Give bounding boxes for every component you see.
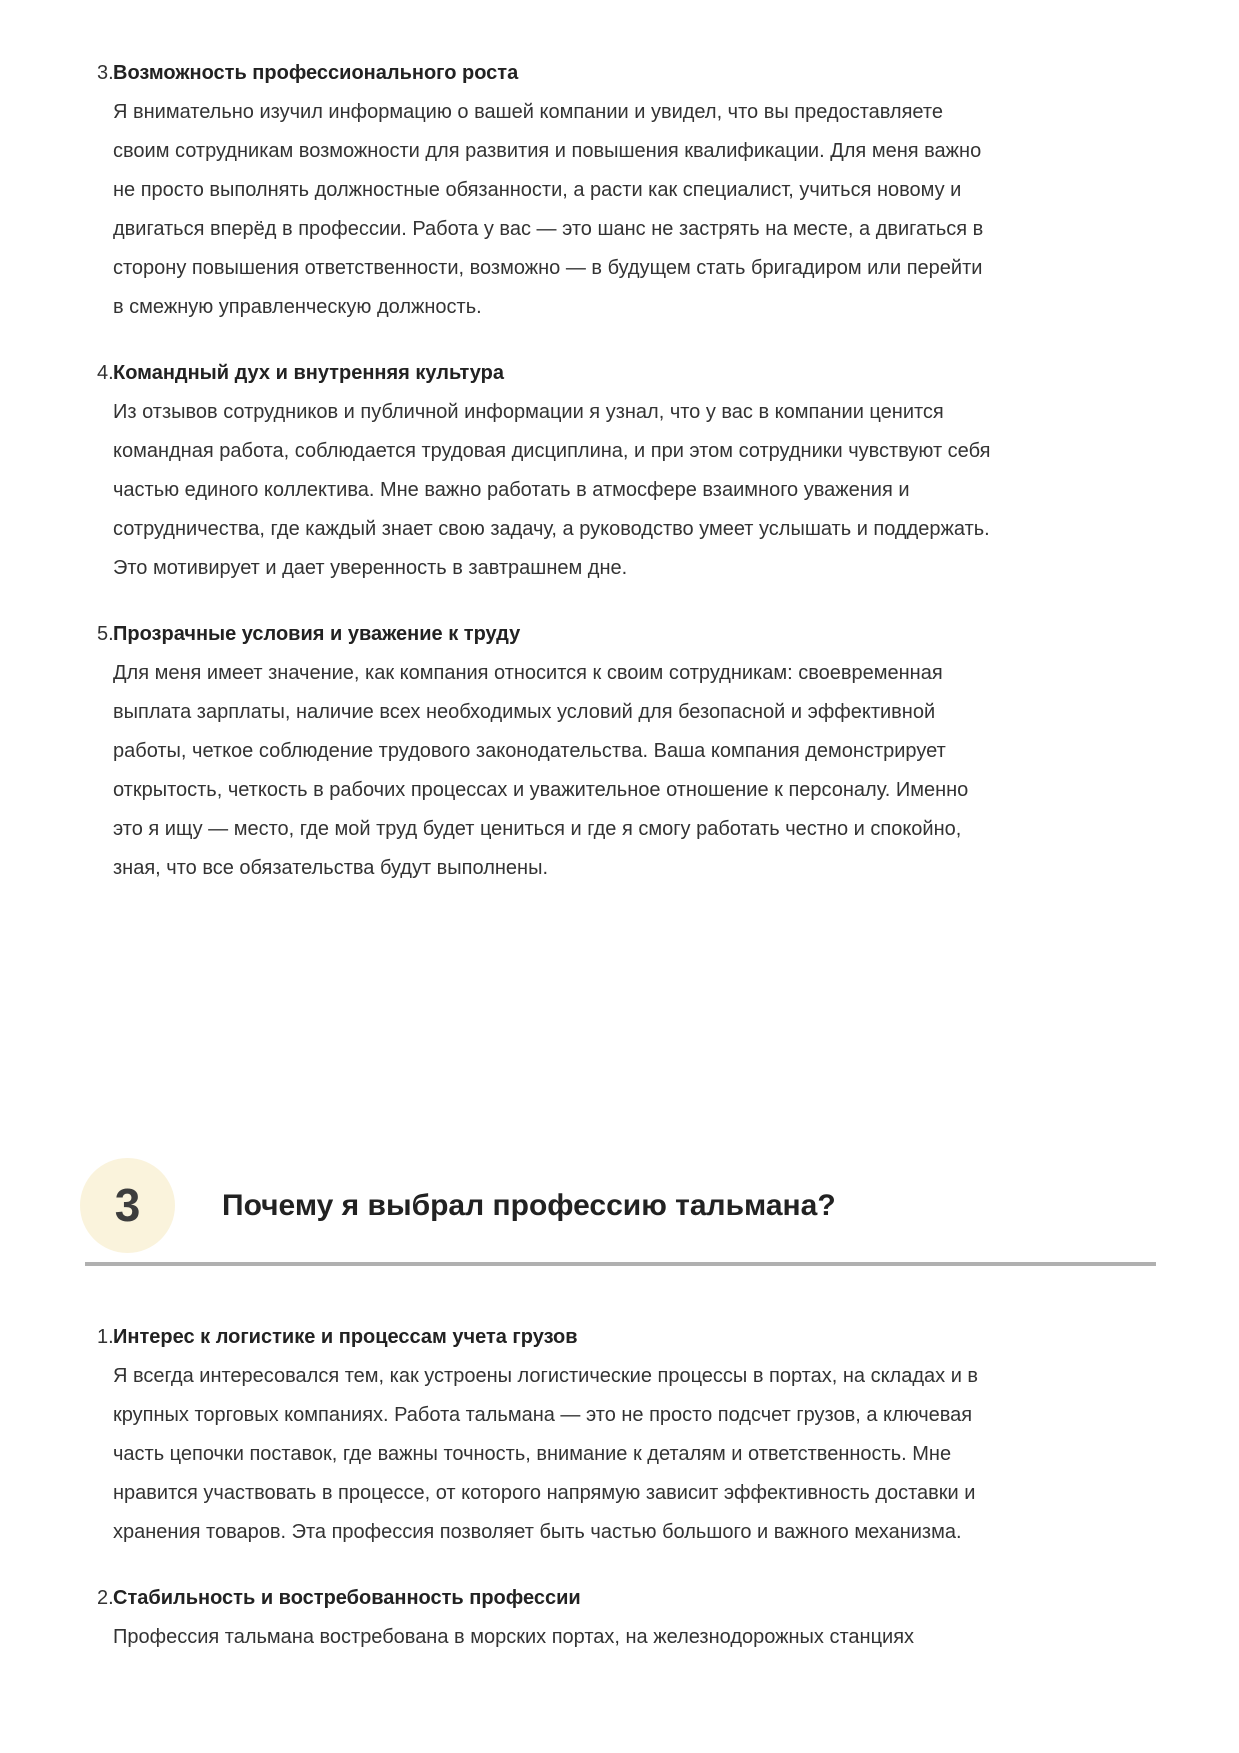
section-number: 3 <box>114 1178 141 1231</box>
list-item-body: Профессия тальмана востребована в морских портах, на железнодорожных станциях <box>113 1626 915 1648</box>
list-item <box>85 1579 1154 1657</box>
list-item-body: Для меня имеет значение, как компания относится к своим сотрудникам: своевременная выплата зарплаты, наличие всех необходимых условий для безопасной и эффективной работы, четкое соблюдение трудового законодательства. Ваша компания демонстрирует открытость, четкость в рабочих процессах и уважительное отношение к персоналу. Именно это я ищу — место, где мой труд будет цениться и где я смогу работать честно и спокойно, зная, что все обязательства будут выполнены. <box>113 662 969 879</box>
list-item <box>85 615 1154 888</box>
list-item-number: 2. <box>97 1587 114 1609</box>
list-item-number: 3. <box>97 62 114 84</box>
list-item-number: 5. <box>97 623 114 645</box>
list-item-body: Из отзывов сотрудников и публичной информации я узнал, что у вас в компании ценится командная работа, соблюдается трудовая дисциплина, и при этом сотрудники чувствуют себя частью единого коллектива. Мне важно работать в атмосфере взаимного уважения и сотрудничества, где каждый знает свою задачу, а руководство умеет услышать и поддержать. Это мотивирует и дает уверенность в завтрашнем дне. <box>113 401 991 579</box>
list-item-number: 1. <box>97 1326 114 1348</box>
motivation-list-block <box>85 1318 1154 1657</box>
list-item <box>85 1318 1154 1552</box>
list-item-title: Командный дух и внутренняя культура <box>113 362 504 384</box>
list-item-title: Интерес к логистике и процессам учета грузов <box>113 1326 578 1348</box>
list-item-number: 4. <box>97 362 114 384</box>
section-header <box>80 1158 1156 1270</box>
reasons-list-block <box>85 54 1154 888</box>
list-item-title: Прозрачные условия и уважение к труду <box>113 623 521 645</box>
list-item <box>85 54 1154 327</box>
list-item <box>85 354 1154 588</box>
motivation-list <box>85 1318 1154 1657</box>
list-item-body: Я внимательно изучил информацию о вашей компании и увидел, что вы предоставляете своим сотрудникам возможности для развития и повышения квалификации. Для меня важно не просто выполнять должностные обязанности, а расти как специалист, учиться новому и двигаться вперёд в профессии. Работа у вас — это шанс не застрять на месте, а двигаться в сторону повышения ответственности, возможно — в будущем стать бригадиром или перейти в смежную управленческую должность. <box>113 101 984 318</box>
section-number-badge <box>80 1158 175 1253</box>
section-title: Почему я выбрал профессию тальмана? <box>222 1188 836 1222</box>
list-item-title: Возможность профессионального роста <box>113 62 519 84</box>
list-item-body: Я всегда интересовался тем, как устроены логистические процессы в портах, на складах и в крупных торговых компаниях. Работа тальмана — это не просто подсчет грузов, а ключевая часть цепочки поставок, где важны точность, внимание к деталям и ответственность. Мне нравится участвовать в процессе, от которого напрямую зависит эффективность доставки и хранения товаров. Эта профессия позволяет быть частью большого и важного механизма. <box>113 1365 979 1543</box>
list-item-title: Стабильность и востребованность профессии <box>113 1587 581 1609</box>
reasons-list <box>85 54 1154 888</box>
section-divider <box>85 1262 1156 1266</box>
